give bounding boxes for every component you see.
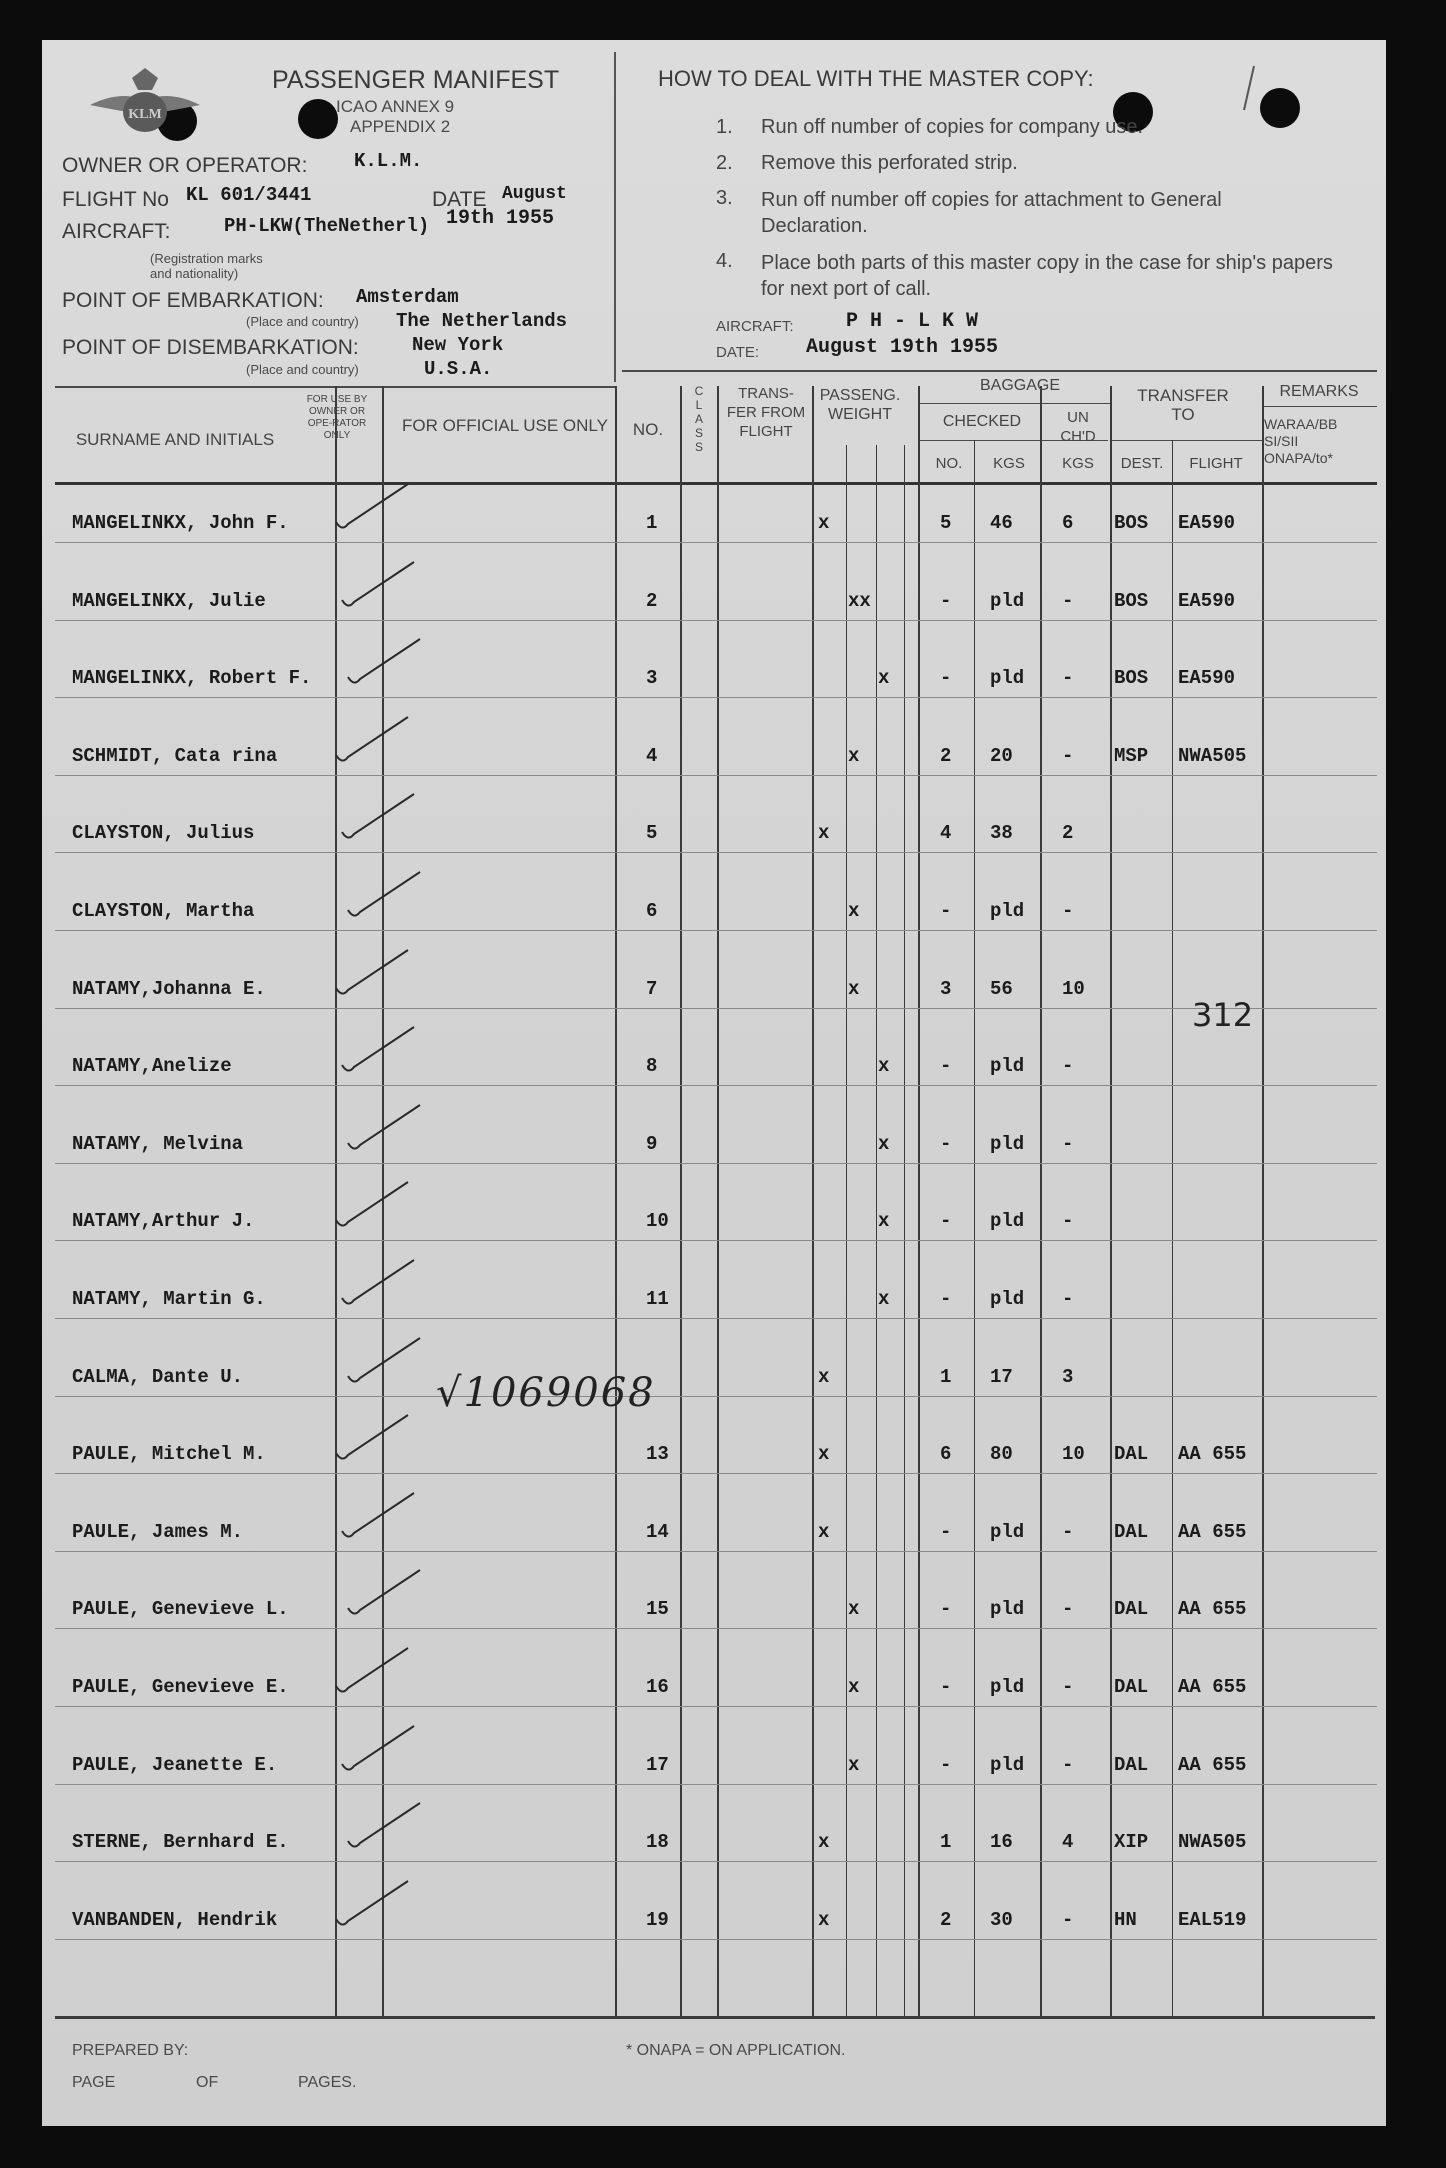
col-transfer-from: TRANS-FER FROM FLIGHT [726,385,806,440]
weight-mark: x [878,1288,890,1310]
bag-kgs: pld [990,1520,1025,1543]
date-label: DATE [432,188,487,211]
transfer-flight: AA 655 [1178,1520,1247,1543]
transfer-flight: NWA505 [1178,744,1247,767]
row-line [55,1628,1377,1629]
bag-count: - [940,1520,952,1543]
bag-count: - [940,1753,952,1776]
bag-kgs: 16 [990,1831,1013,1854]
col-transfer-to: TRANSFER TO [1137,386,1229,424]
unchecked-kgs: 10 [1062,1443,1085,1466]
col-line-transfer-right [1262,386,1264,2016]
weight-mark: x [878,1132,890,1155]
svg-text:KLM: KLM [128,107,162,122]
instruction-3-num: 3. [716,187,733,209]
weight-mark: xx [848,589,871,612]
row-line [55,852,1377,853]
row-number: 18 [646,1831,669,1854]
row-number: 19 [646,1908,669,1931]
table-header-bottom [55,482,1377,485]
passenger-name: PAULE, Genevieve E. [72,1676,289,1698]
check-mark-icon [336,1021,426,1081]
row-number: 4 [646,744,658,767]
bag-count: 6 [940,1443,952,1466]
check-mark-icon [330,1642,420,1702]
bag-kgs: 80 [990,1443,1013,1466]
row-line [55,1085,1377,1086]
check-mark-icon [336,1254,426,1314]
instruction-3-text: Run off number off copies for attachment to General Declaration. [761,189,1222,237]
row-number: 13 [646,1443,669,1466]
transfer-dest: BOS [1114,512,1149,534]
weight-mark: x [848,744,860,767]
bag-kgs: 30 [990,1908,1013,1931]
bag-count: - [940,1055,952,1078]
bag-kgs: 46 [990,512,1013,534]
bag-kgs: 20 [990,744,1013,767]
col-remarks: REMARKS [1279,383,1359,400]
aircraft-value: PH-LKW(TheNetherl) [224,215,430,237]
unchecked-kgs: - [1062,900,1074,922]
row-line [55,1551,1377,1552]
transfer-dest: BOS [1114,667,1149,690]
passenger-name: NATAMY,Anelize [72,1055,232,1078]
passenger-name: VANBANDEN, Hendrik [72,1908,278,1931]
manifest-title: PASSENGER MANIFEST [272,66,560,94]
check-mark-icon [330,1176,420,1236]
bag-count: 3 [940,977,952,1000]
instruction-1-num: 1. [716,116,733,138]
passenger-name: NATAMY,Johanna E. [72,977,266,1000]
bag-count: 4 [940,822,952,845]
header-top-line-right [622,370,1377,372]
row-line [55,1008,1377,1009]
embark-place-note: (Place and country) [246,314,359,329]
col-unchd-kgs: KGS [1062,455,1094,472]
weight-mark: x [818,1365,830,1388]
klm-crest-icon [80,60,210,140]
unchecked-kgs: - [1062,1288,1074,1310]
transfer-flight: NWA505 [1178,1831,1247,1854]
transfer-dest: DAL [1114,1443,1149,1466]
transfer-flight: EA590 [1178,667,1236,690]
col-line-class-right [717,386,719,2016]
disembark-country: U.S.A. [424,358,493,380]
col-bag-kgs: KGS [993,455,1025,472]
unchecked-kgs: 3 [1062,1365,1074,1388]
pages-label: PAGES. [298,2074,357,2091]
weight-mark: x [818,512,830,534]
aircraft-label-2: AIRCRAFT: [716,318,794,335]
transfer-dest: XIP [1114,1831,1149,1854]
transfer-dest: DAL [1114,1520,1149,1543]
instructions-title: HOW TO DEAL WITH THE MASTER COPY: [658,66,1094,91]
bag-kgs: 38 [990,822,1013,845]
row-line [55,542,1377,543]
check-mark-icon [330,478,420,538]
bag-kgs: pld [990,1676,1025,1698]
weight-mark: x [848,977,860,1000]
bag-count: 1 [940,1831,952,1854]
unchecked-kgs: - [1062,1753,1074,1776]
row-line [55,1163,1377,1164]
passenger-name: NATAMY,Arthur J. [72,1210,255,1233]
bag-kgs: pld [990,1210,1025,1233]
row-number: 10 [646,1210,669,1233]
check-mark-icon [336,788,426,848]
passenger-name: NATAMY, Martin G. [72,1288,266,1310]
col-baggage: BAGGAGE [979,377,1061,394]
instruction-1-text: Run off number of copies for company use. [761,116,1144,138]
handwritten-312: 312 [1192,996,1254,1034]
weight-mark: x [818,1520,830,1543]
row-line [55,1396,1377,1397]
row-number: 2 [646,589,658,612]
onapa-note: * ONAPA = ON APPLICATION. [626,2042,846,2059]
transfer-dest: DAL [1114,1753,1149,1776]
bag-count: - [940,1210,952,1233]
of-label: OF [196,2074,219,2091]
check-mark-icon [330,711,420,771]
weight-mark: x [878,667,890,690]
date-value-2: 19th 1955 [446,207,555,230]
bag-count: 5 [940,512,952,534]
prepared-by: PREPARED BY: [72,2042,189,2059]
row-number: 9 [646,1132,658,1155]
bag-count: 2 [940,1908,952,1931]
weight-mark: x [878,1210,890,1233]
bag-kgs: pld [990,589,1025,612]
row-line [55,930,1377,931]
weight-mark: x [818,822,830,845]
check-mark-icon [330,944,420,1004]
weight-mark: x [818,1831,830,1854]
embark-country: The Netherlands [396,310,568,332]
unchecked-kgs: - [1062,667,1074,690]
col-dest: DEST. [1120,455,1164,472]
weight-mark: x [848,1753,860,1776]
col-line-no-right [680,386,682,2016]
transfer-flight: AA 655 [1178,1443,1247,1466]
bag-count: - [940,1132,952,1155]
row-line [55,1784,1377,1785]
bag-kgs: pld [990,900,1025,922]
bag-kgs: pld [990,1598,1025,1621]
passenger-name: SCHMIDT, Cata rina [72,744,278,767]
col-passeng-weight: PASSENG. WEIGHT [819,387,901,423]
col-checked: CHECKED [942,413,1022,430]
transfer-flight: AA 655 [1178,1676,1247,1698]
bag-kgs: 17 [990,1365,1013,1388]
instruction-2-num: 2. [716,152,733,174]
col-no: NO. [632,420,664,439]
disembark-value: New York [412,334,504,356]
instruction-4-num: 4. [716,250,733,272]
row-number: 6 [646,900,658,922]
check-mark-icon [342,1564,432,1624]
owner-label: OWNER OR OPERATOR: [62,154,308,177]
instruction-4-text: Place both parts of this master copy in the case for ship's papers for next port of call. [761,252,1333,300]
passenger-name: MANGELINKX, John F. [72,512,289,534]
bag-count: - [940,667,952,690]
row-number: 5 [646,822,658,845]
passenger-name: PAULE, Genevieve L. [72,1598,289,1621]
registration-note-2: and nationality) [150,266,239,281]
col-remarks-sub: WARAA/BB SI/SII ONAPA/to* [1264,416,1338,466]
aircraft-value-2: P H - L K W [846,310,979,333]
unchecked-kgs: - [1062,1210,1074,1233]
row-number: 8 [646,1055,658,1078]
col-bag-no: NO. [935,455,963,472]
row-number: 1 [646,512,658,534]
row-line [55,1473,1377,1474]
weight-mark: x [848,1676,860,1698]
transfer-dest: BOS [1114,589,1149,612]
check-mark-icon [336,556,426,616]
passenger-name: CLAYSTON, Martha [72,900,255,922]
bag-count: 2 [940,744,952,767]
row-line [55,1706,1377,1707]
flight-value: KL 601/3441 [186,184,312,206]
owner-value: K.L.M. [354,150,423,172]
unchecked-kgs: 4 [1062,1831,1074,1854]
transfer-flight: AA 655 [1178,1598,1247,1621]
col-official: FOR OFFICIAL USE ONLY [402,416,608,435]
row-line [55,697,1377,698]
col-line-no-left [615,386,617,2016]
check-mark-icon [336,1487,426,1547]
col-line-bag-no [974,440,975,2016]
pen-mark-icon [1240,64,1260,114]
remarks-subline [1262,406,1377,407]
col-line-weight-3 [904,445,905,2016]
appendix: APPENDIX 2 [350,117,451,136]
row-number: 17 [646,1753,669,1776]
row-line [55,775,1377,776]
row-number: 15 [646,1598,669,1621]
punch-hole-2 [298,99,338,139]
date-value-1: August [502,184,567,204]
col-class: C L A S S [694,384,704,454]
bag-count: - [940,589,952,612]
passenger-name: MANGELINKX, Robert F. [72,667,312,690]
passenger-name: PAULE, James M. [72,1520,244,1543]
transfer-dest: DAL [1114,1676,1149,1698]
unchecked-kgs: - [1062,1055,1074,1078]
unchecked-kgs: - [1062,1598,1074,1621]
row-line [55,1318,1377,1319]
row-number: 7 [646,977,658,1000]
bag-kgs: pld [990,1288,1025,1310]
page-label: PAGE [72,2074,116,2091]
transfer-subline [1112,440,1262,441]
unchecked-kgs: - [1062,1520,1074,1543]
weight-mark: x [848,1598,860,1621]
transfer-flight: EA590 [1178,589,1236,612]
passenger-name: NATAMY, Melvina [72,1132,244,1155]
unchecked-kgs: - [1062,589,1074,612]
row-line [55,1240,1377,1241]
disembark-place-note: (Place and country) [246,362,359,377]
passenger-name: PAULE, Jeanette E. [72,1753,278,1776]
date-value-2b: August 19th 1955 [806,336,999,359]
col-surname: SURNAME AND INITIALS [75,430,275,449]
transfer-flight: AA 655 [1178,1753,1247,1776]
transfer-dest: HN [1114,1908,1137,1931]
unchecked-kgs: 6 [1062,512,1074,534]
bag-count: - [940,1598,952,1621]
icao-annex: ICAO ANNEX 9 [336,97,455,116]
unchecked-kgs: - [1062,1908,1074,1931]
passenger-name: CALMA, Dante U. [72,1365,244,1388]
embark-value: Amsterdam [356,286,459,308]
col-line-baggage-right [1110,386,1112,2016]
bag-count: - [940,1288,952,1310]
bag-kgs: 56 [990,977,1013,1000]
embark-label: POINT OF EMBARKATION: [62,289,324,312]
date-label-2: DATE: [716,344,760,361]
row-number: 14 [646,1520,669,1543]
bag-count: 1 [940,1365,952,1388]
check-mark-icon [330,1875,420,1935]
weight-mark: x [848,900,860,922]
check-mark-icon [342,1099,432,1159]
col-line-weight-right [918,386,920,2016]
passenger-name: CLAYSTON, Julius [72,822,255,845]
flight-label: FLIGHT No [62,188,169,211]
row-line [55,1939,1377,1940]
disembark-label: POINT OF DISEMBARKATION: [62,336,359,359]
row-line [55,1861,1377,1862]
col-line-checked-right [1040,386,1042,2016]
check-mark-icon [342,633,432,693]
perforation-line [614,52,616,382]
bag-count: - [940,1676,952,1698]
registration-note-1: (Registration marks [150,251,263,266]
check-mark-icon [336,1720,426,1780]
passenger-name: PAULE, Mitchel M. [72,1443,266,1466]
transfer-dest: MSP [1114,744,1149,767]
bag-count: - [940,900,952,922]
baggage-subline [920,403,1110,404]
unchecked-kgs: 2 [1062,822,1074,845]
check-mark-icon [342,1797,432,1857]
check-mark-icon [342,866,432,926]
transfer-flight: EA590 [1178,512,1236,534]
col-unchd: UN CH'D [1060,409,1096,445]
instruction-2-text: Remove this perforated strip. [761,152,1018,174]
footer-line [55,2016,1375,2019]
handwritten-official-number: √1069068 [436,1370,656,1416]
transfer-dest: DAL [1114,1598,1149,1621]
aircraft-label: AIRCRAFT: [62,220,171,243]
bag-kgs: pld [990,1055,1025,1078]
weight-mark: x [878,1055,890,1078]
row-number: 3 [646,667,658,690]
row-number: 11 [646,1288,669,1310]
weight-mark: x [818,1908,830,1931]
col-line-weight-2 [876,445,877,2016]
passenger-name: MANGELINKX, Julie [72,589,266,612]
bag-kgs: pld [990,1132,1025,1155]
unchecked-kgs: 10 [1062,977,1085,1000]
weight-mark: x [818,1443,830,1466]
unchecked-kgs: - [1062,1132,1074,1155]
col-flight: FLIGHT [1189,455,1243,472]
col-line-transfer-from-right [812,386,814,2016]
col-line-dest [1172,440,1173,2016]
row-number: 16 [646,1676,669,1698]
row-line [55,620,1377,621]
col-owner-use: FOR USE BY OWNER OR OPE-RATOR ONLY [306,394,368,441]
check-mark-icon [330,1409,420,1469]
passenger-name: STERNE, Bernhard E. [72,1831,289,1854]
bag-kgs: pld [990,667,1025,690]
unchecked-kgs: - [1062,744,1074,767]
col-line-weight-1 [846,445,847,2016]
transfer-flight: EAL519 [1178,1908,1247,1931]
bag-kgs: pld [990,1753,1025,1776]
unchecked-kgs: - [1062,1676,1074,1698]
check-mark-icon [342,1332,432,1392]
